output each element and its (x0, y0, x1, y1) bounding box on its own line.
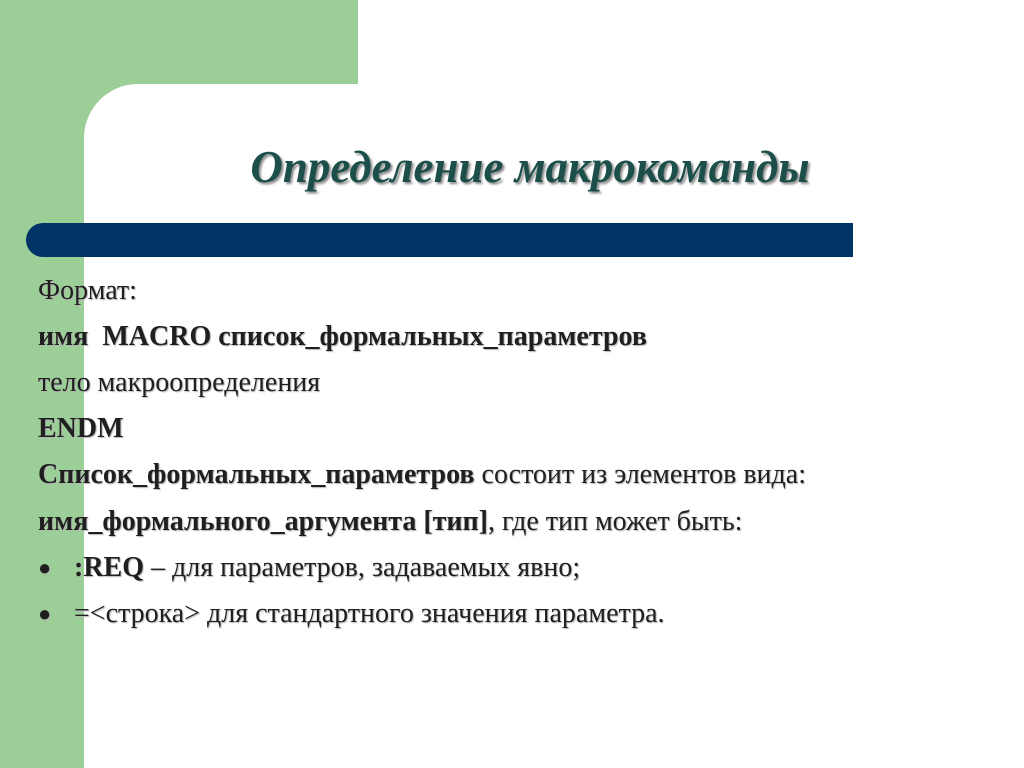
req-term: :REQ (74, 552, 144, 583)
endm-line: ENDM (38, 413, 124, 444)
list-item-default (38, 591, 918, 637)
slide-body (38, 268, 918, 637)
argument-description: , где тип может быть: (487, 506, 743, 537)
format-label: Формат: (38, 275, 137, 306)
macro-name-term: имя (38, 321, 89, 352)
macro-syntax-line (38, 314, 918, 360)
macro-keyword: MACRO (102, 321, 212, 352)
params-list-description: состоит из элементов вида: (481, 459, 806, 490)
bullet-icon: ● (38, 601, 52, 626)
bullet-icon: ● (38, 555, 52, 580)
list-item-req (38, 545, 918, 591)
title-underline-bar (26, 223, 853, 257)
params-definition-line (38, 458, 918, 491)
slide-title: Определение макрокоманды (250, 142, 810, 192)
default-description: =<строка> для стандартного значения параметра. (74, 598, 665, 629)
macro-params-term: список_формальных_параметров (218, 321, 647, 352)
req-description: – для параметров, задаваемых явно; (144, 552, 581, 583)
argument-definition-line (38, 499, 918, 545)
argument-term: имя_формального_аргумента [тип] (38, 506, 488, 537)
macro-body-line: тело макроопределения (38, 367, 321, 398)
params-list-term: Список_формальных_параметров (38, 459, 475, 490)
